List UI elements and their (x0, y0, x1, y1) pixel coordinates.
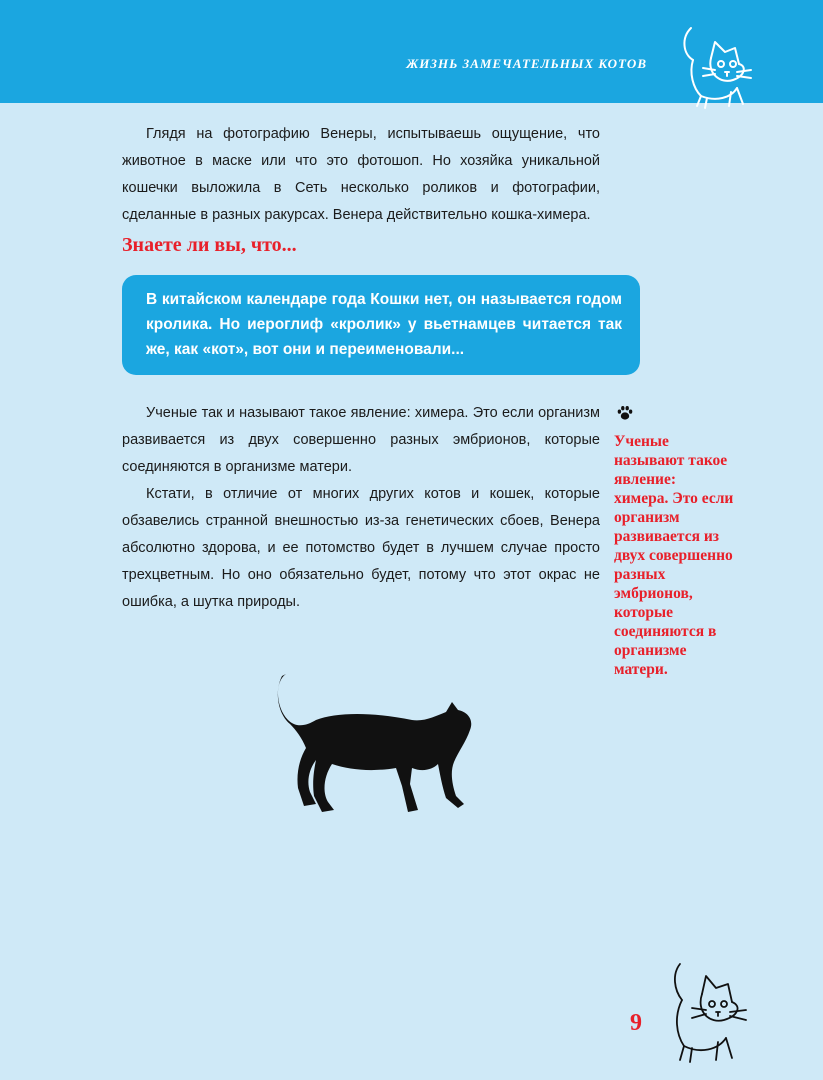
black-cat-silhouette (262, 668, 482, 828)
did-you-know-heading: Знаете ли вы, что... (122, 234, 297, 256)
callout-text: В китайском календаре года Кошки нет, он называется годом кролика. Но иероглиф «кролик» у вьетнамцев читается так же, как «кот», вот они и переименовали... (146, 291, 622, 358)
cartoon-cat-icon (671, 18, 761, 110)
page-number: 9 (630, 1010, 642, 1036)
body-paragraph-2: Кстати, в отличие от многих других котов и кошек, которые обзавелись странной внешностью из-за генетических сбоев, Венера абсолютно здорова, и ее потомство будет в лучшем случае просто трехцветным. Но оно обязательно будет, потому что этот окрас не ошибка, а шутка природы. (122, 486, 600, 610)
page-header (0, 0, 823, 103)
did-you-know-callout (122, 275, 640, 375)
sidenote-quote: Ученые называют такое явление: химера. Это если организм развивается из двух совершенно разных эмбрионов, которые соединяются в организме матери. (614, 433, 734, 678)
intro-paragraph (122, 121, 600, 229)
body-text (122, 400, 600, 616)
header-title: ЖИЗНЬ ЗАМЕЧАТЕЛЬНЫХ КОТОВ (406, 56, 647, 71)
intro-text: Глядя на фотографию Венеры, испытываешь ощущение, что животное в маске или что это фотошоп. Но хозяйка уникальной кошечки выложила в Сеть несколько роликов и фотографии, сделанные в разных ракурсах. Венера действительно кошка-химера. (122, 126, 600, 223)
paw-icon (616, 404, 634, 422)
cartoon-cat-footer-icon (652, 960, 752, 1070)
body-paragraph-1: Ученые так и называют такое явление: химера. Это если организм развивается из двух совершенно разных эмбрионов, которые соединяются в организме матери. (122, 405, 600, 475)
